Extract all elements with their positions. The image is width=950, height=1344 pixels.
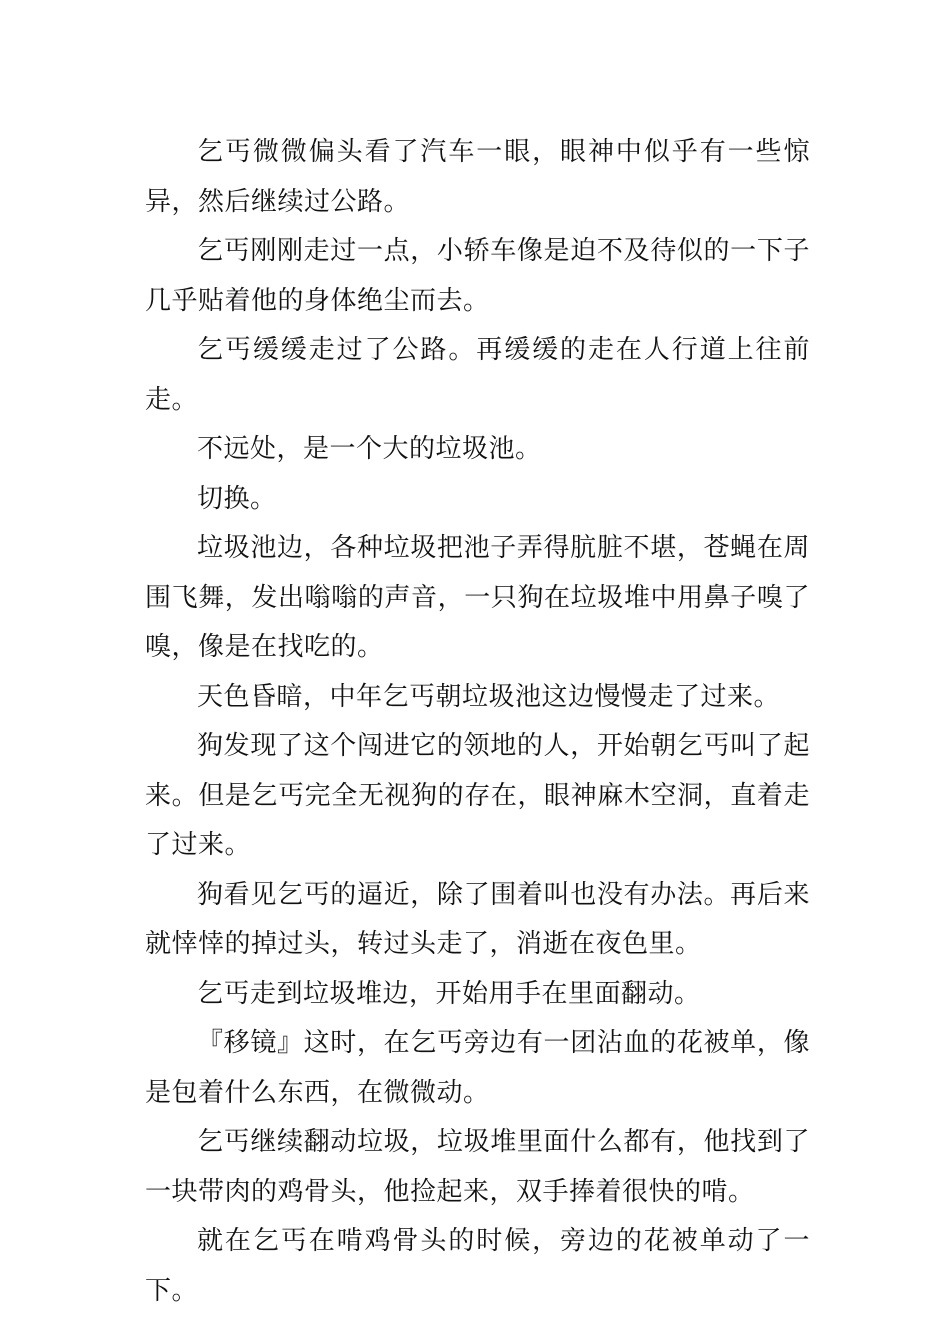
- paragraph-13: 就在乞丐在啃鸡骨头的时候，旁边的花被单动了一下。: [145, 1226, 810, 1306]
- paragraph-6: 垃圾池边，各种垃圾把池子弄得肮脏不堪，苍蝇在周围飞舞，发出嗡嗡的声音，一只狗在垃圾堆中用鼻子嗅了嗅，像是在找吃的。: [145, 533, 810, 662]
- paragraph-10: 乞丐走到垃圾堆边，开始用手在里面翻动。: [197, 978, 701, 1009]
- paragraph-7: 天色昏暗，中年乞丐朝垃圾池这边慢慢走了过来。: [197, 681, 781, 712]
- paragraph-9: 狗看见乞丐的逼近，除了围着叫也没有办法。再后来就悻悻的掉过头，转过头走了，消逝在夜色里。: [145, 879, 810, 959]
- paragraph-8: 狗发现了这个闯进它的领地的人，开始朝乞丐叫了起来。但是乞丐完全无视狗的存在，眼神麻木空洞，直着走了过来。: [145, 731, 810, 860]
- document-body: [145, 128, 810, 1316]
- paragraph-4: 不远处，是一个大的垃圾池。: [197, 434, 542, 464]
- paragraph-1: 乞丐微微偏头看了汽车一眼，眼神中似乎有一些惊异，然后继续过公路。: [145, 137, 810, 217]
- paragraph-5: 切换。: [197, 483, 277, 514]
- paragraph-2: 乞丐刚刚走过一点，小轿车像是迫不及待似的一下子几乎贴着他的身体绝尘而去。: [145, 236, 810, 316]
- paragraph-11: 『移镜』这时，在乞丐旁边有一团沾血的花被单，像是包着什么东西，在微微动。: [145, 1028, 810, 1108]
- paragraph-3: 乞丐缓缓走过了公路。再缓缓的走在人行道上往前走。: [145, 335, 810, 415]
- paragraph-12: 乞丐继续翻动垃圾，垃圾堆里面什么都有，他找到了一块带肉的鸡骨头，他捡起来，双手捧着很快的啃。: [145, 1127, 810, 1207]
